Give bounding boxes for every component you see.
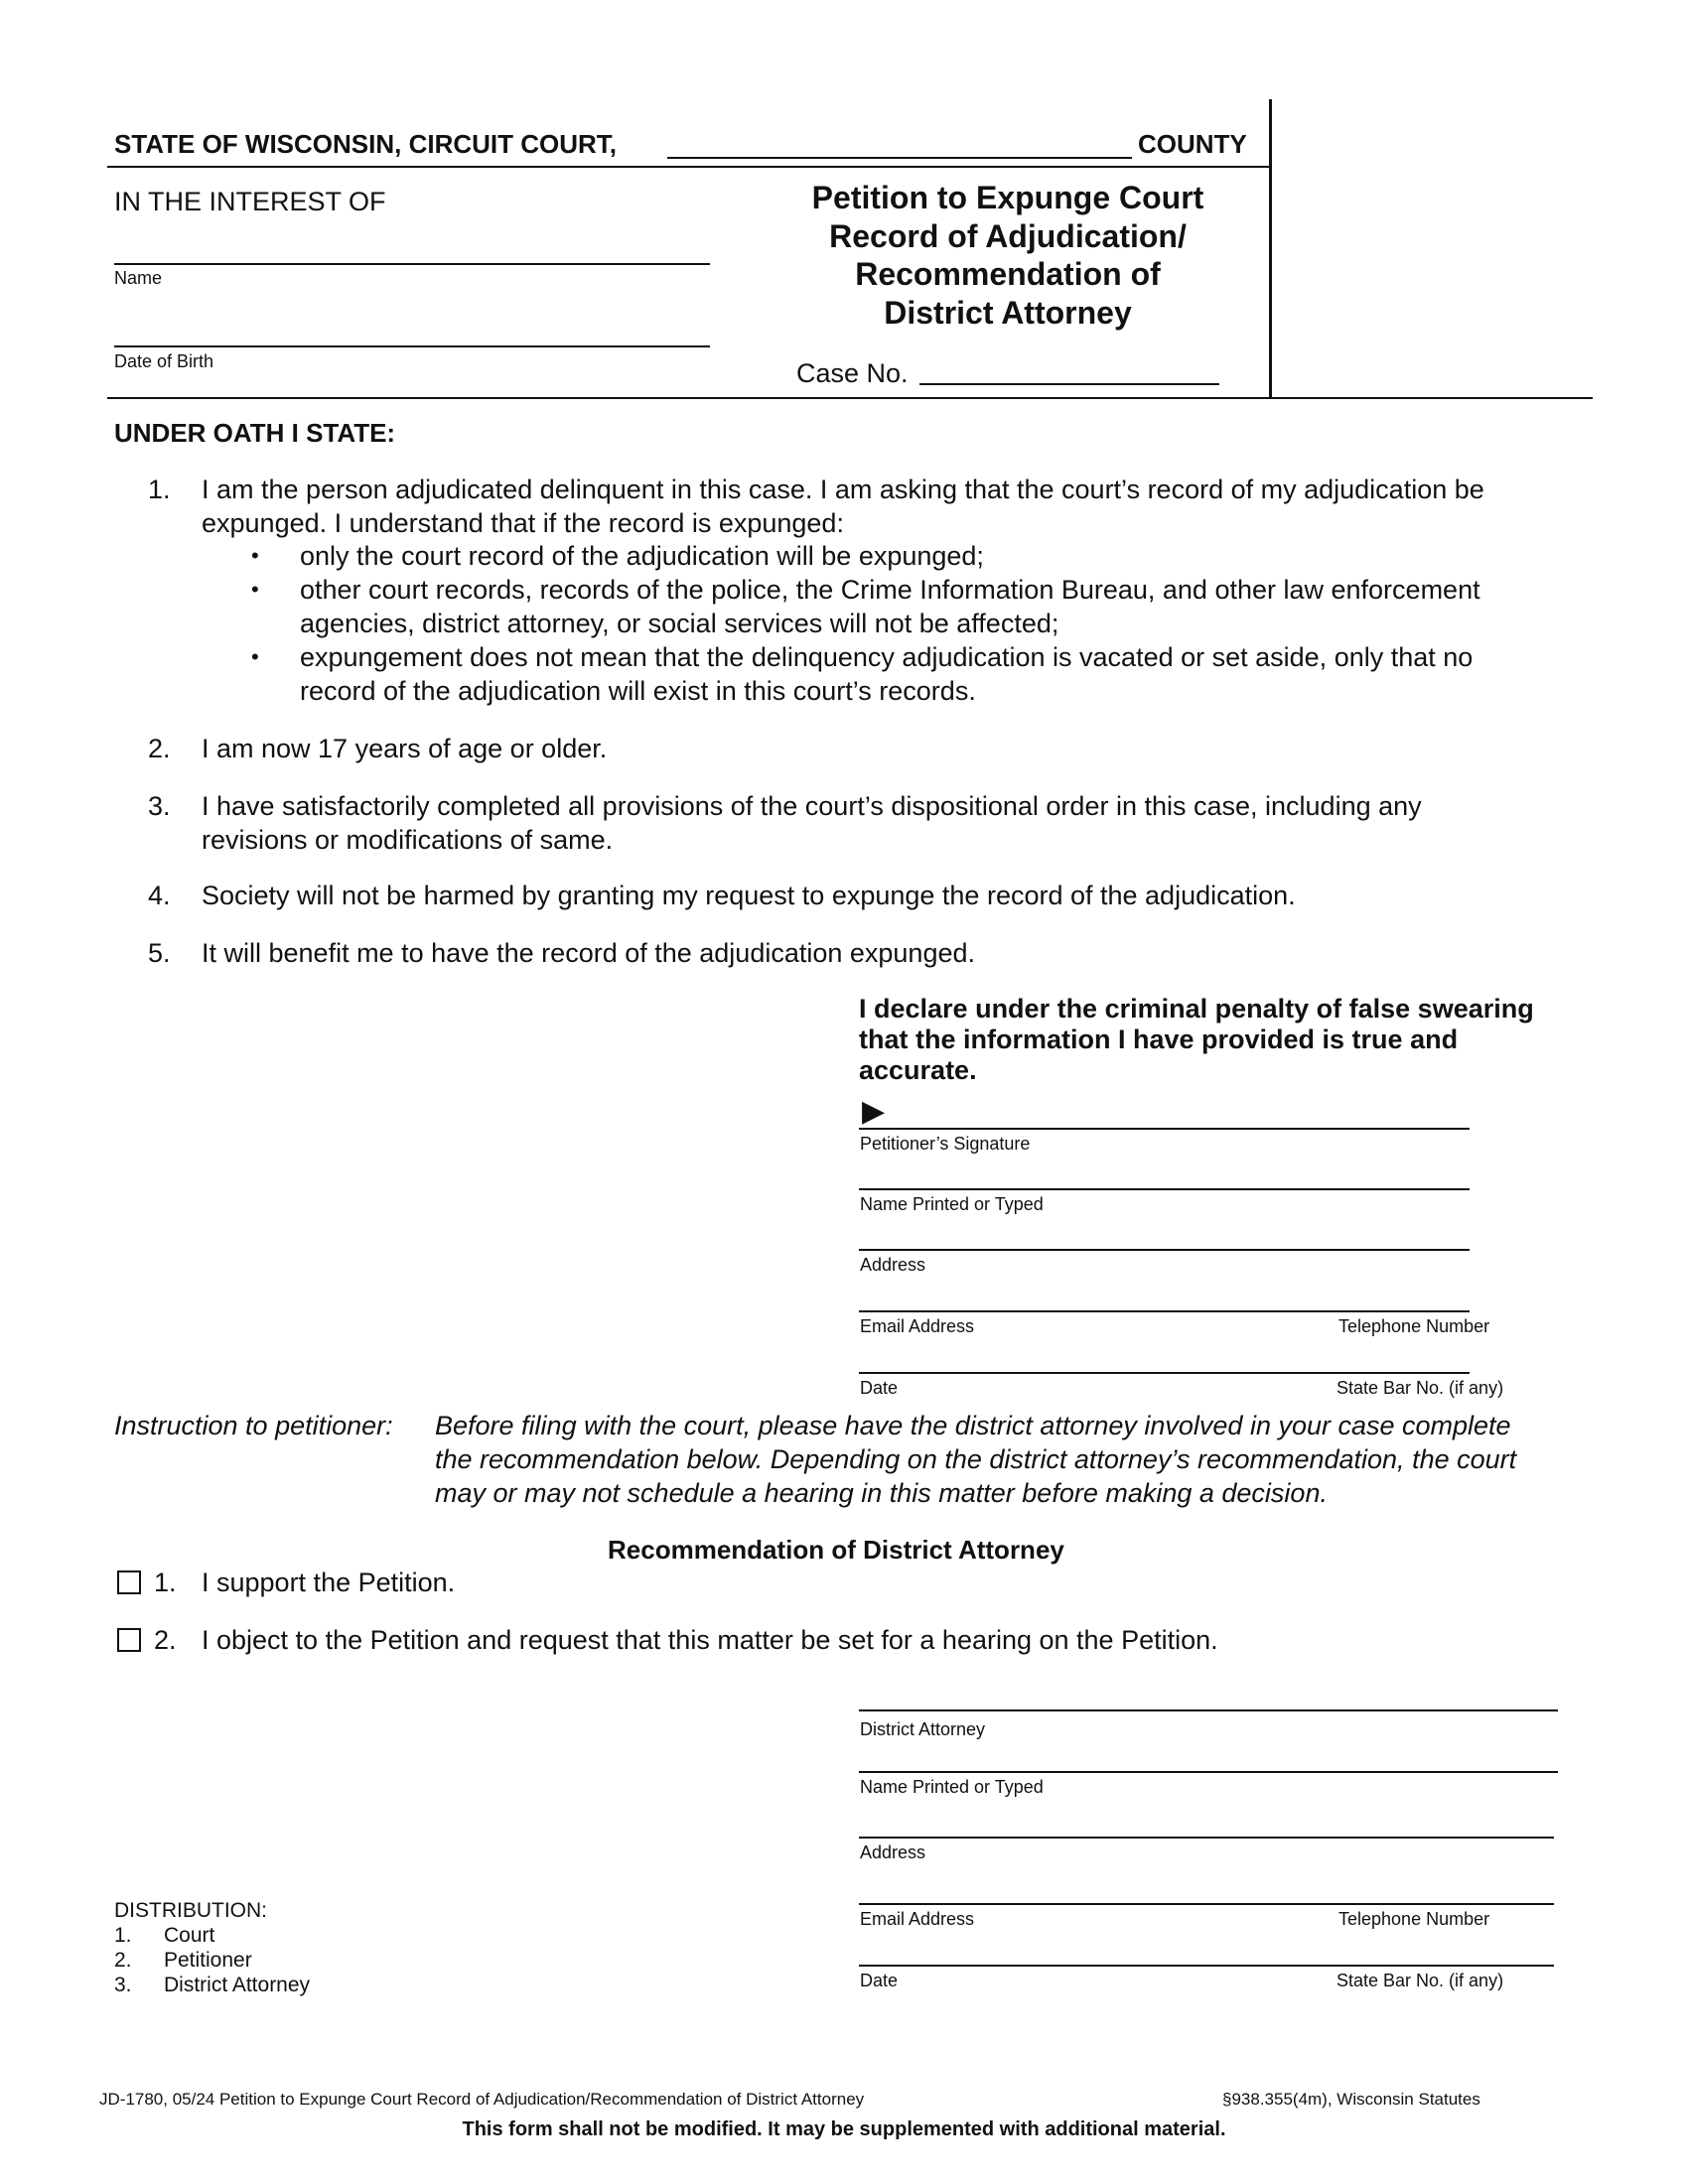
da-date-bar-field[interactable] [859,1965,1554,1967]
da-address-label: Address [860,1843,926,1862]
distribution-item-number: 3. [114,1974,132,1996]
oath-item-1-number: 1. [148,475,171,504]
da-email-label: Email Address [860,1909,975,1929]
bullet-2-line-2: agencies, district attorney, or social services will not be affected; [300,609,1059,638]
date-of-birth-label: Date of Birth [114,351,214,371]
object-petition-checkbox[interactable] [117,1628,141,1652]
form-title-line-2: Record of Adjudication/ [829,217,1187,254]
oath-item-2-text: I am now 17 years of age or older. [202,734,608,763]
petitioner-email-phone-field[interactable] [859,1310,1470,1312]
petitioner-signature-label: Petitioner’s Signature [860,1134,1031,1154]
instruction-line-1: Before filing with the court, please have the district attorney involved in your case complete [435,1411,1511,1440]
oath-item-4-text: Society will not be harmed by granting my request to expunge the record of the adjudication. [202,881,1296,910]
support-petition-checkbox[interactable] [117,1570,141,1594]
distribution-item-label: District Attorney [164,1974,311,1996]
da-email-phone-field[interactable] [859,1903,1554,1905]
oath-item-3-line-1: I have satisfactorily completed all provisions of the court’s dispositional order in this case, including any [202,791,1422,821]
recommendation-heading: Recommendation of District Attorney [608,1535,1064,1565]
da-address-field[interactable] [859,1837,1554,1839]
petitioner-address-field[interactable] [859,1249,1470,1251]
district-attorney-signature-field[interactable] [859,1709,1558,1711]
declaration-line-3: accurate. [859,1055,977,1085]
footer-notice: This form shall not be modified. It may be supplemented with additional material. [462,2118,1226,2140]
bullet-3-line-2: record of the adjudication will exist in this court’s records. [300,676,976,706]
support-petition-label: I support the Petition. [202,1568,456,1597]
oath-item-1-line-2: expunged. I understand that if the record is expunged: [202,508,844,538]
petitioner-signature-field[interactable] [859,1128,1470,1130]
da-bar-label: State Bar No. (if any) [1336,1971,1504,1990]
case-no-label: Case No. [796,358,909,388]
form-title-line-1: Petition to Expunge Court [811,180,1204,215]
da-name-label: Name Printed or Typed [860,1777,1044,1797]
name-label: Name [114,268,163,288]
instruction-text [435,1409,1516,1510]
footer-statute: §938.355(4m), Wisconsin Statutes [1222,2090,1480,2109]
oath-item-3-line-2: revisions or modifications of same. [202,825,614,855]
oath-item-5-number: 5. [148,938,171,968]
distribution-block [114,1898,310,1997]
da-name-field[interactable] [859,1771,1558,1773]
date-of-birth-field[interactable] [114,345,710,347]
in-the-interest-of-label: IN THE INTEREST OF [114,187,386,216]
oath-item-4-number: 4. [148,881,171,910]
petitioner-email-label: Email Address [860,1316,975,1336]
form-title-line-4: District Attorney [884,294,1132,331]
declaration-line-2: that the information I have provided is true and [859,1024,1459,1054]
sign-here-arrow-icon: ▶ [862,1095,886,1128]
petitioner-date-label: Date [860,1378,899,1398]
distribution-item [114,1973,310,1997]
header-bottom-rule [107,397,1593,399]
bullet-3-text [300,640,1473,708]
declaration-line-1: I declare under the criminal penalty of false swearing [859,994,1534,1024]
bullet-2-text [300,573,1480,640]
instruction-line-2: the recommendation below. Depending on the district attorney’s recommendation, the court [435,1444,1517,1474]
distribution-item-number: 1. [114,1924,132,1947]
oath-item-1-text [202,473,1484,540]
footer-form-id: JD-1780, 05/24 Petition to Expunge Court Record of Adjudication/Recommendation of District Attorney [99,2090,865,2109]
support-petition-number: 1. [154,1568,177,1597]
instruction-label: Instruction to petitioner: [114,1411,393,1440]
county-label: COUNTY [1138,129,1247,159]
name-field[interactable] [114,263,710,265]
petitioner-bar-label: State Bar No. (if any) [1336,1378,1504,1398]
form-title [755,179,1261,332]
petitioner-date-bar-field[interactable] [859,1372,1470,1374]
da-phone-label: Telephone Number [1338,1909,1490,1929]
bullet-2-line-1: other court records, records of the police, the Crime Information Bureau, and other law enforcement [300,575,1480,605]
district-attorney-label: District Attorney [860,1719,986,1739]
petitioner-address-label: Address [860,1255,926,1275]
header-top-rule [107,166,1271,168]
oath-item-2-number: 2. [148,734,171,763]
oath-item-5-text: It will benefit me to have the record of the adjudication expunged. [202,938,975,968]
instruction-line-3: may or may not schedule a hearing in this matter before making a decision. [435,1478,1328,1508]
distribution-item [114,1923,310,1948]
bullet-3-symbol: • [251,644,259,669]
distribution-item-label: Court [164,1924,215,1947]
distribution-item-label: Petitioner [164,1949,252,1972]
bullet-2-symbol: • [251,577,259,602]
distribution-heading: DISTRIBUTION: [114,1899,268,1922]
da-date-label: Date [860,1971,899,1990]
declaration-text [859,994,1534,1086]
bullet-3-line-1: expungement does not mean that the delinquency adjudication is vacated or set aside, only that no [300,642,1474,672]
case-no-field[interactable] [919,383,1219,385]
petitioner-name-label: Name Printed or Typed [860,1194,1044,1214]
bullet-1-symbol: • [251,543,259,568]
distribution-item [114,1948,310,1973]
county-name-field[interactable] [667,157,1132,159]
object-petition-number: 2. [154,1625,177,1655]
petitioner-name-field[interactable] [859,1188,1470,1190]
petitioner-phone-label: Telephone Number [1338,1316,1490,1336]
oath-item-3-text [202,789,1422,857]
bullet-1-text: only the court record of the adjudication will be expunged; [300,541,984,571]
oath-item-1-line-1: I am the person adjudicated delinquent in this case. I am asking that the court’s record of my adjudication be [202,475,1484,504]
form-title-line-3: Recommendation of [855,256,1161,292]
object-petition-label: I object to the Petition and request that this matter be set for a hearing on the Petition. [202,1625,1218,1655]
distribution-item-number: 2. [114,1949,132,1972]
oath-item-3-number: 3. [148,791,171,821]
header-vertical-divider [1269,99,1272,397]
court-line-label: STATE OF WISCONSIN, CIRCUIT COURT, [114,129,618,159]
oath-heading: UNDER OATH I STATE: [114,418,396,448]
